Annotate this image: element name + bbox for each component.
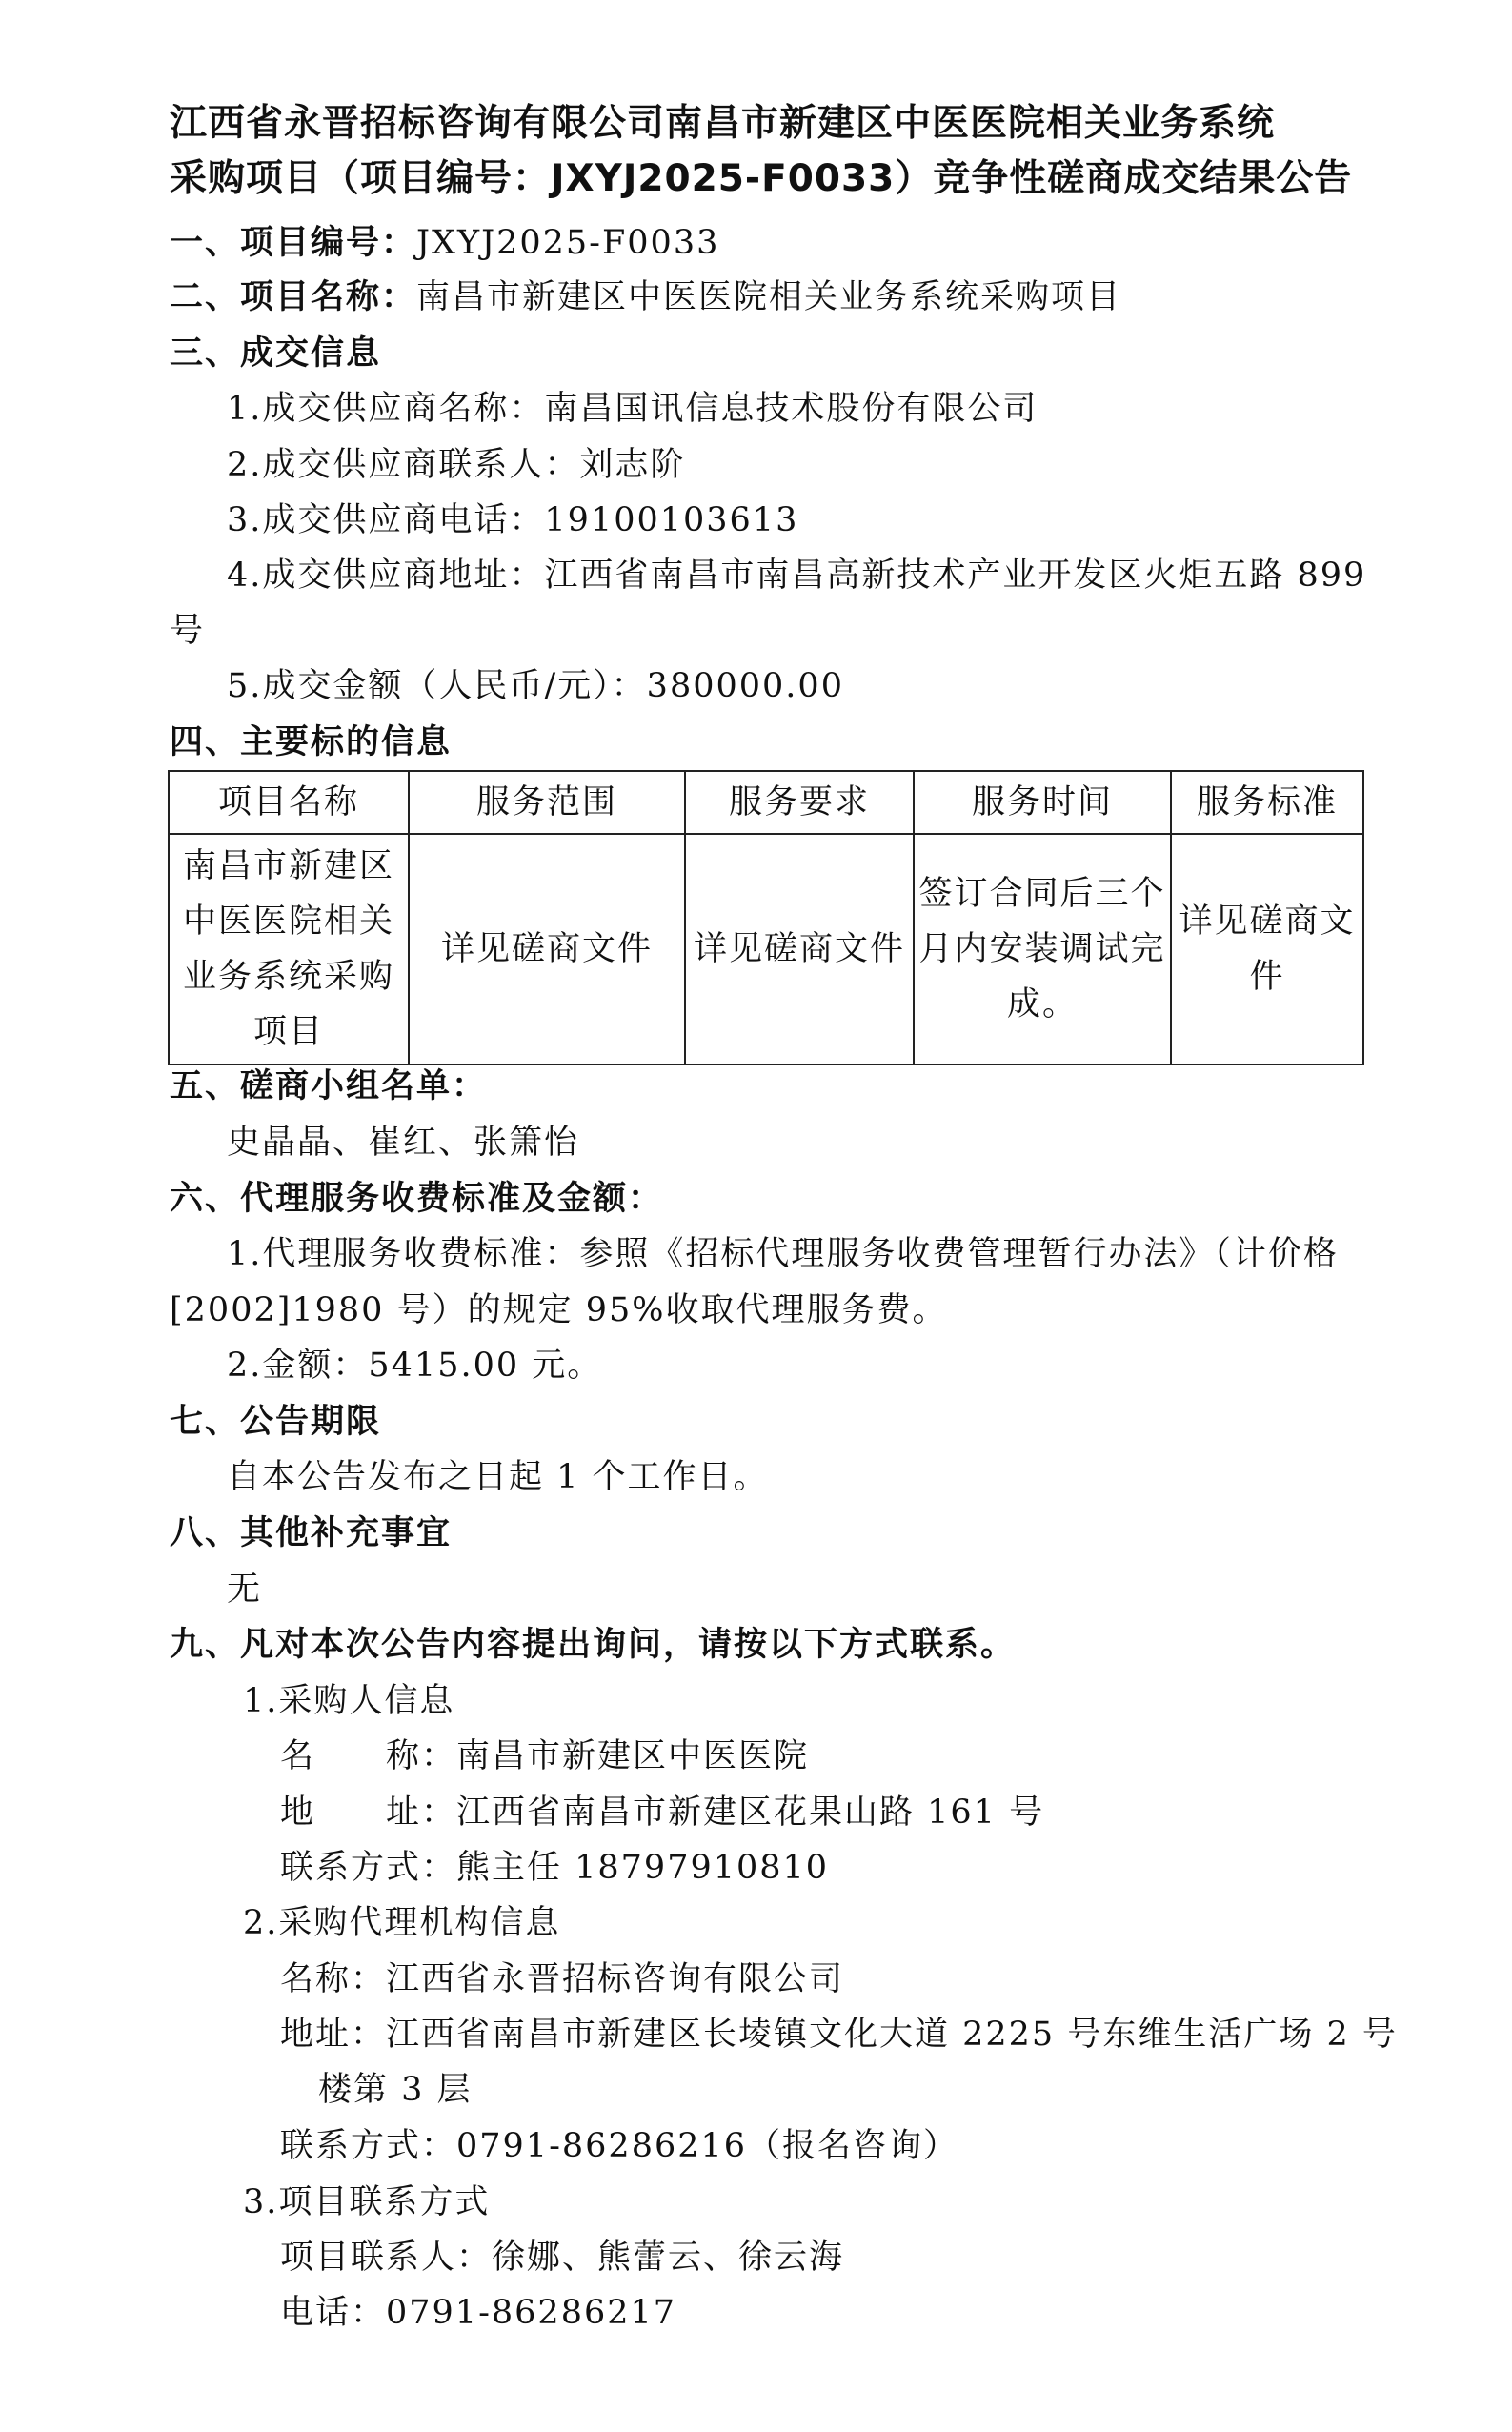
project-name-value: 南昌市新建区中医医院相关业务系统采购项目 [416,278,1122,316]
agency-address-continued: 楼第 3 层 [318,2071,473,2109]
agency-info-heading: 2.采购代理机构信息 [243,1904,561,1942]
section-heading: 二、项目名称： [170,278,417,316]
notice-period-value: 自本公告发布之日起 1 个工作日。 [227,1458,769,1496]
agency-name: 名称：江西省永晋招标咨询有限公司 [280,1960,845,1998]
purchaser-info-heading: 1.采购人信息 [243,1682,455,1720]
project-contact-people: 项目联系人：徐娜、熊蕾云、徐云海 [280,2239,845,2277]
section-heading-agency-fee: 六、代理服务收费标准及金额： [170,1180,664,1218]
project-number-value: JXYJ2025-F0033 [416,224,720,262]
section-heading-other-matters: 八、其他补充事宜 [170,1514,453,1552]
document-title-line-1: 江西省永晋招标咨询有限公司南昌市新建区中医医院相关业务系统 [170,102,1276,145]
table-cell-service-standard: 详见磋商文件 [1171,834,1363,1064]
award-supplier-phone: 3.成交供应商电话：19100103613 [227,501,799,539]
project-contact-heading: 3.项目联系方式 [243,2183,491,2221]
other-matters-value: 无 [227,1571,263,1609]
section-heading-contact: 九、凡对本次公告内容提出询问，请按以下方式联系。 [170,1626,1017,1664]
award-supplier-contact: 2.成交供应商联系人：刘志阶 [227,446,686,484]
fee-standard: 1.代理服务收费标准：参照《招标代理服务收费管理暂行办法》（计价格 [227,1235,1339,1273]
section-heading-award-info: 三、成交信息 [170,334,382,373]
table-header-cell: 服务范围 [409,771,685,834]
table-cell-service-requirement: 详见磋商文件 [685,834,914,1064]
table-header-cell: 服务要求 [685,771,914,834]
fee-amount: 2.金额：5415.00 元。 [227,1347,603,1385]
purchaser-name-value: 南昌市新建区中医医院 [456,1737,810,1775]
purchaser-name [280,1734,809,1778]
agency-address: 地址：江西省南昌市新建区长堎镇文化大道 2225 号东维生活广场 2 号 [280,2016,1398,2054]
table-header-cell: 服务标准 [1171,771,1363,834]
table-row [169,834,1363,1064]
award-supplier-address: 4.成交供应商地址：江西省南昌市南昌高新技术产业开发区火炬五路 899 [227,557,1367,595]
subject-info-table [168,770,1364,1065]
award-supplier-address-continued: 号 [170,612,206,650]
agency-contact: 联系方式：0791-86286216（报名咨询） [280,2127,959,2165]
section-heading: 一、项目编号： [170,224,417,262]
purchaser-address-value: 江西省南昌市新建区花果山路 161 号 [456,1794,1045,1832]
table-cell-project-name: 南昌市新建区中医医院相关业务系统采购项目 [169,834,409,1064]
table-header-cell: 项目名称 [169,771,409,834]
purchaser-contact: 联系方式：熊主任 18797910810 [280,1849,830,1887]
purchaser-address-label: 地 址： [280,1794,457,1832]
purchaser-address [280,1791,1044,1834]
project-contact-phone: 电话：0791-86286217 [280,2294,677,2332]
fee-standard-continued: [2002]1980 号）的规定 95%收取代理服务费。 [170,1291,948,1329]
panel-member-names: 史晶晶、崔红、张箫怡 [227,1124,580,1162]
purchaser-name-label: 名 称： [280,1737,457,1775]
section-project-name [170,275,1121,319]
table-header-cell: 服务时间 [914,771,1171,834]
section-heading-panel-list: 五、磋商小组名单： [170,1067,488,1105]
award-amount: 5.成交金额（人民币/元）：380000.00 [227,667,844,705]
table-cell-service-time: 签订合同后三个月内安装调试完成。 [914,834,1171,1064]
award-supplier-name: 1.成交供应商名称：南昌国讯信息技术股份有限公司 [227,390,1038,428]
table-header-row [169,771,1363,834]
document-title-line-2: 采购项目（项目编号：JXYJ2025-F0033）竞争性磋商成交结果公告 [170,157,1353,200]
table-cell-service-scope: 详见磋商文件 [409,834,685,1064]
section-heading-main-subject: 四、主要标的信息 [170,723,453,761]
section-project-number [170,221,719,265]
section-heading-notice-period: 七、公告期限 [170,1403,382,1441]
